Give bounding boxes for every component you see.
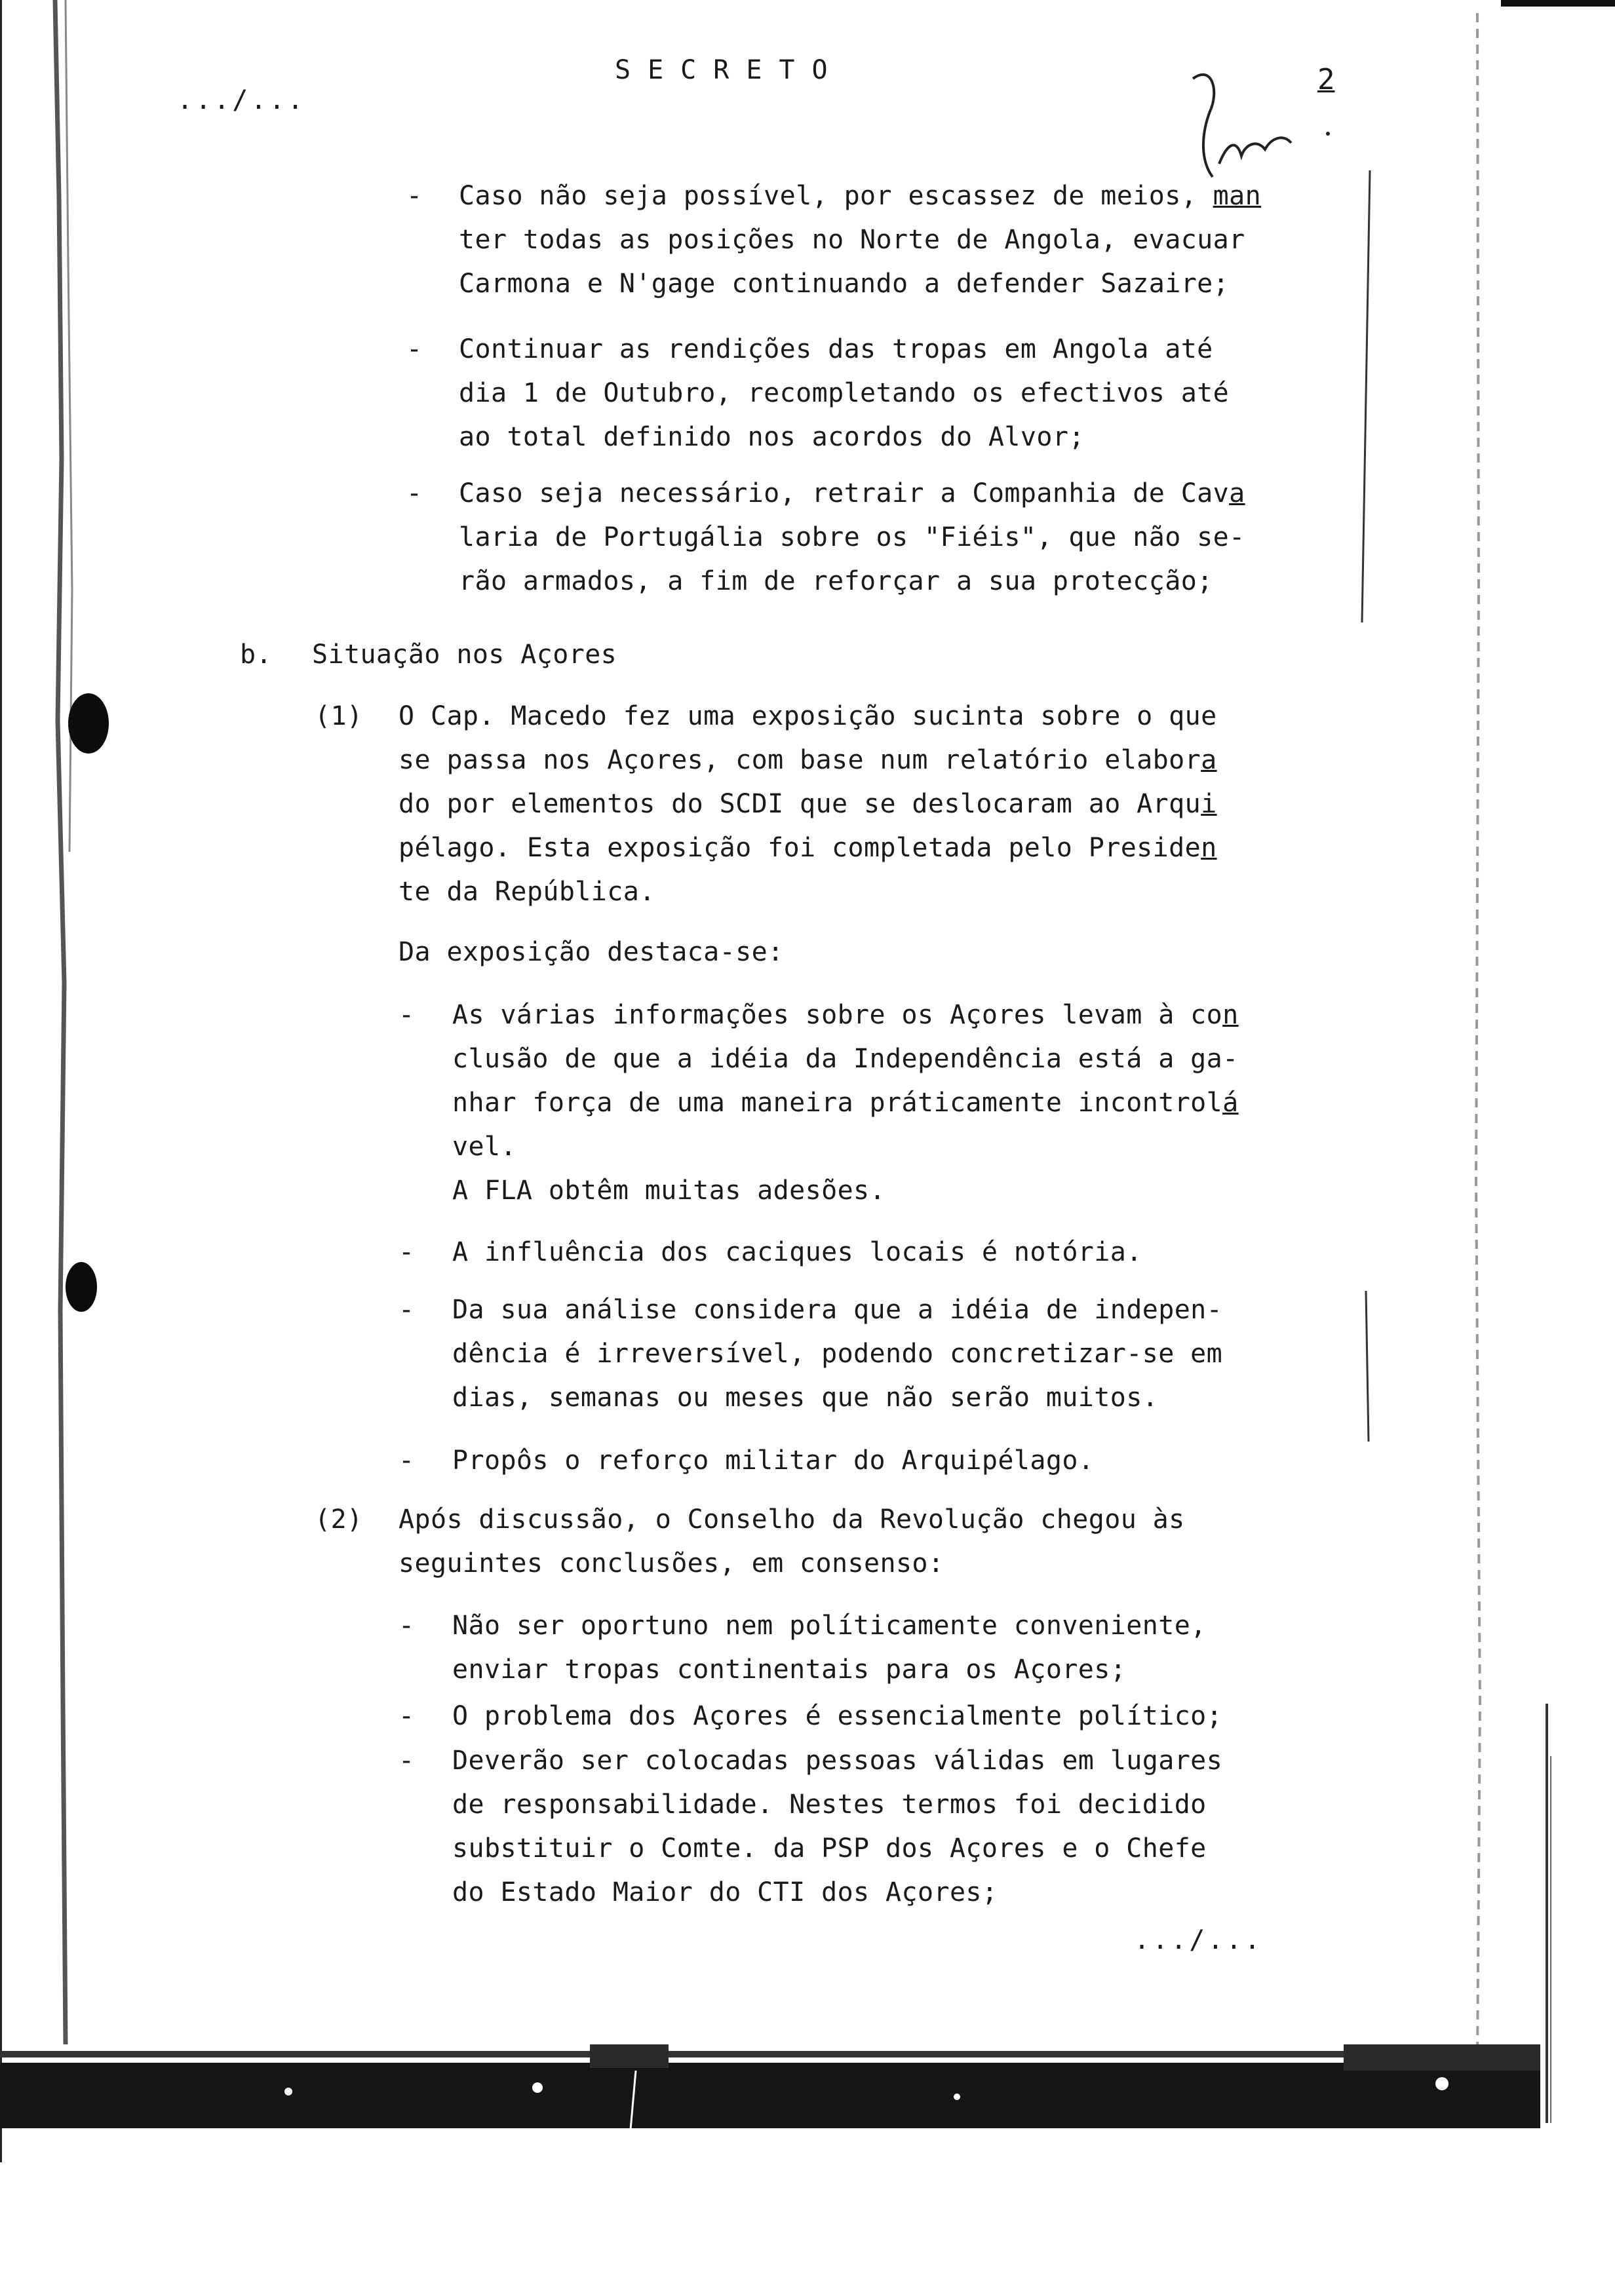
underlined-syllable: man	[1213, 181, 1262, 211]
item-2-bullet-line: Não ser oportuno nem políticamente conveniente,	[452, 1611, 1207, 1641]
underlined-syllable: n	[1201, 833, 1217, 863]
item-1-bullet-dash: -	[399, 1295, 415, 1325]
item-1-line: O Cap. Macedo fez uma exposição sucinta sobre o que	[399, 701, 1217, 731]
item-2-bullet-line: de responsabilidade. Nestes termos foi decidido	[452, 1789, 1207, 1820]
section-a-bullet-line: Caso seja necessário, retrair a Companhia de Cava	[459, 478, 1245, 508]
item-2-bullet-line: do Estado Maior do CTI dos Açores;	[452, 1877, 998, 1907]
item-1-bullet-line: Propôs o reforço militar do Arquipélago.	[452, 1445, 1095, 1476]
item-1-line: pélago. Esta exposição foi completada pelo Presiden	[399, 833, 1217, 863]
item-1-bullet-line: nhar força de uma maneira práticamente incontrolá	[452, 1088, 1239, 1118]
item-2-bullet-line: O problema dos Açores é essencialmente político;	[452, 1701, 1223, 1731]
section-b-heading: Situação nos Açores	[312, 640, 617, 670]
item-1-bullet-line: dias, semanas ou meses que não serão muitos.	[452, 1383, 1159, 1413]
item-2-bullet-dash: -	[399, 1611, 415, 1641]
item-2-line: seguintes conclusões, em consenso:	[399, 1548, 944, 1578]
underlined-syllable: a	[1201, 745, 1217, 775]
scan-right-edge	[1442, 0, 1615, 2296]
item-2-bullet-dash: -	[399, 1746, 415, 1776]
section-a-bullet-line: dia 1 de Outubro, recompletando os efectivos até	[459, 378, 1230, 408]
item-1-bullet-line: vel.	[452, 1132, 516, 1162]
item-1-bullet-line: A influência dos caciques locais é notória.	[452, 1237, 1142, 1267]
margin-mark-upper	[1350, 164, 1376, 636]
section-a-bullet-line: Caso não seja possível, por escassez de meios, man	[459, 181, 1262, 211]
item-2-bullet-line: substituir o Comte. da PSP dos Açores e o Chefe	[452, 1833, 1207, 1864]
item-2-bullet-line: enviar tropas continentais para os Açores;	[452, 1655, 1127, 1685]
item-1-bullet-dash: -	[399, 1237, 415, 1267]
continuation-bottom: .../...	[1134, 1925, 1263, 1955]
classification-header: SECRETO	[615, 55, 845, 85]
item-2-bullet-line: Deverão ser colocadas pessoas válidas em lugares	[452, 1746, 1223, 1776]
section-a-bullet-line: rão armados, a fim de reforçar a sua protecção;	[459, 566, 1213, 596]
handwritten-initials	[1173, 66, 1344, 183]
section-a-bullet-dash: -	[406, 334, 423, 364]
underlined-syllable: n	[1222, 1000, 1239, 1030]
item-1-line: te da República.	[399, 877, 655, 907]
section-a-bullet-line: laria de Portugália sobre os "Fiéis", que não se-	[459, 522, 1245, 552]
section-a-bullet-line: Continuar as rendições das tropas em Angola até	[459, 334, 1213, 364]
punch-hole-upper	[68, 693, 109, 754]
item-1-bullet-line: As várias informações sobre os Açores levam à con	[452, 1000, 1239, 1030]
item-1-line: se passa nos Açores, com base num relatório elabora	[399, 745, 1217, 775]
item-1-line: do por elementos do SCDI que se deslocaram ao Arqui	[399, 789, 1217, 819]
item-2-marker: (2)	[315, 1504, 363, 1535]
section-a-bullet-line: ter todas as posições no Norte de Angola, evacuar	[459, 225, 1245, 255]
page-number: 2	[1317, 63, 1335, 96]
underlined-syllable: i	[1201, 789, 1217, 819]
underlined-syllable: á	[1222, 1088, 1239, 1118]
underlined-syllable: a	[1229, 478, 1245, 508]
section-a-bullet-line: ao total definido nos acordos do Alvor;	[459, 422, 1085, 452]
section-a-bullet-dash: -	[406, 478, 423, 508]
item-2-bullet-dash: -	[399, 1701, 415, 1731]
item-1-bullet-line: A FLA obtêm muitas adesões.	[452, 1176, 886, 1206]
item-2-line: Após discussão, o Conselho da Revolução chegou às	[399, 1504, 1185, 1535]
scan-left-edge	[0, 0, 98, 2162]
scan-bottom-band	[0, 2044, 1540, 2130]
item-1-bullet-dash: -	[399, 1000, 415, 1030]
section-b-marker: b.	[240, 640, 272, 670]
item-1-marker: (1)	[315, 701, 363, 731]
section-a-bullet-line: Carmona e N'gage continuando a defender Sazaire;	[459, 269, 1230, 299]
item-1-bullet-line: clusão de que a idéia da Independência está a ga-	[452, 1044, 1239, 1074]
item-1-bullet-dash: -	[399, 1445, 415, 1476]
item-1-bullet-line: dência é irreversível, podendo concretizar-se em	[452, 1339, 1223, 1369]
continuation-top: .../...	[177, 85, 306, 115]
item-1-bullet-line: Da sua análise considera que a idéia de indepen-	[452, 1295, 1223, 1325]
punch-hole-lower	[66, 1262, 97, 1312]
section-a-bullet-dash: -	[406, 181, 423, 211]
item-1-intro: Da exposição destaca-se:	[399, 937, 784, 967]
margin-mark-lower	[1357, 1291, 1376, 1448]
